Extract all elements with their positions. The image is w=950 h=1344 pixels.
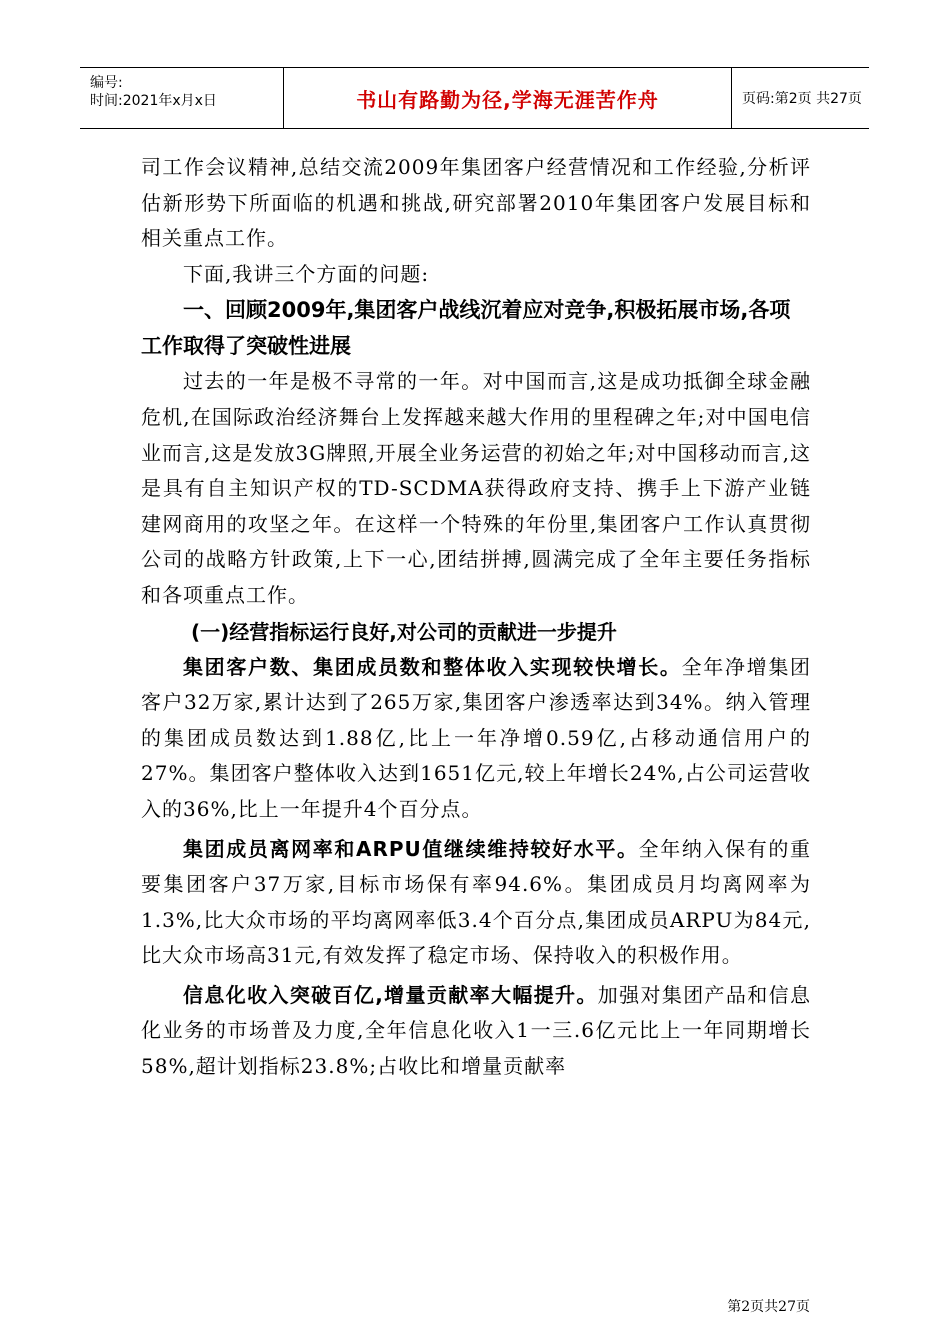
paragraph-1: 司工作会议精神,总结交流2009年集团客户经营情况和工作经验,分析评估新形势下所面临的机遇和挑战,研究部署2010年集团客户发展目标和相关重点工作。 [141, 155, 811, 251]
page-footer: 第2页共27页 [727, 1299, 810, 1315]
document-body [141, 150, 811, 1085]
paragraph-5-text: 全年纳入保有的重要集团客户37万家,目标市场保有率94.6%。集团成员月均离网率为1.3%,比大众市场的平均离网率低3.4个百分点,集团成员ARPU为84元,比大众市场高31元,有效发挥了稳定市场、保持收入的积极作用。 [141, 836, 812, 968]
paragraph-6-text: 加强对集团产品和信息化业务的市场普及力度,全年信息化收入1一三.6亿元比上一年同期增长58%,超计划指标23.8%;占收比和增量贡献率 [141, 982, 811, 1079]
paragraph-4-text: 全年净增集团客户32万家,累计达到了265万家,集团客户渗透率达到34%。纳入管理的集团成员数达到1.88亿,比上一年净增0.59亿,占移动通信用户的27%。集团客户整体收入达到1651亿元,较上年增长24%,占公司运营收入的36%,比上一年提升4个百分点。 [141, 654, 812, 821]
paragraph-4-lead: 集团客户数、集团成员数和整体收入实现较快增长。 [183, 654, 682, 679]
paragraph-4 [141, 650, 811, 828]
document-time: 时间:2021年x月x日 [90, 93, 217, 109]
paragraph-6-lead: 信息化收入突破百亿,增量贡献率大幅提升。 [183, 982, 598, 1007]
header-motto: 书山有路勤为径,学海无涯苦作舟 [356, 87, 659, 112]
paragraph-5 [141, 832, 811, 974]
paragraph-6 [141, 978, 811, 1085]
section-heading-1: 一、回顾2009年,集团客户战线沉着应对竞争,积极拓展市场,各项工作取得了突破性进展 [141, 298, 791, 359]
header-motto-cell [284, 68, 732, 128]
page-info-text: 页码:第2页 共27页 [742, 91, 862, 107]
paragraph-5-lead: 集团成员离网率和ARPU值继续维持较好水平。 [183, 836, 639, 861]
subsection-heading-1: (一)经营指标运行良好,对公司的贡献进一步提升 [191, 619, 617, 644]
document-number: 编号: [90, 75, 123, 91]
header-page-info [732, 68, 869, 128]
paragraph-3: 过去的一年是极不寻常的一年。对中国而言,这是成功抵御全球金融危机,在国际政治经济舞台上发挥越来越大作用的里程碑之年;对中国电信业而言,这是发放3G牌照,开展全业务运营的初始之年;对中国移动而言,这是具有自主知识产权的TD-SCDMA获得政府支持、携手上下游产业链建网商用的攻坚之年。在这样一个特殊的年份里,集团客户工作认真贯彻公司的战略方针政策,上下一心,团结拼搏,圆满完成了全年主要任务指标和各项重点工作。 [141, 369, 811, 607]
header-meta [80, 68, 284, 128]
paragraph-2: 下面,我讲三个方面的问题: [183, 261, 430, 286]
header-table [80, 67, 869, 129]
